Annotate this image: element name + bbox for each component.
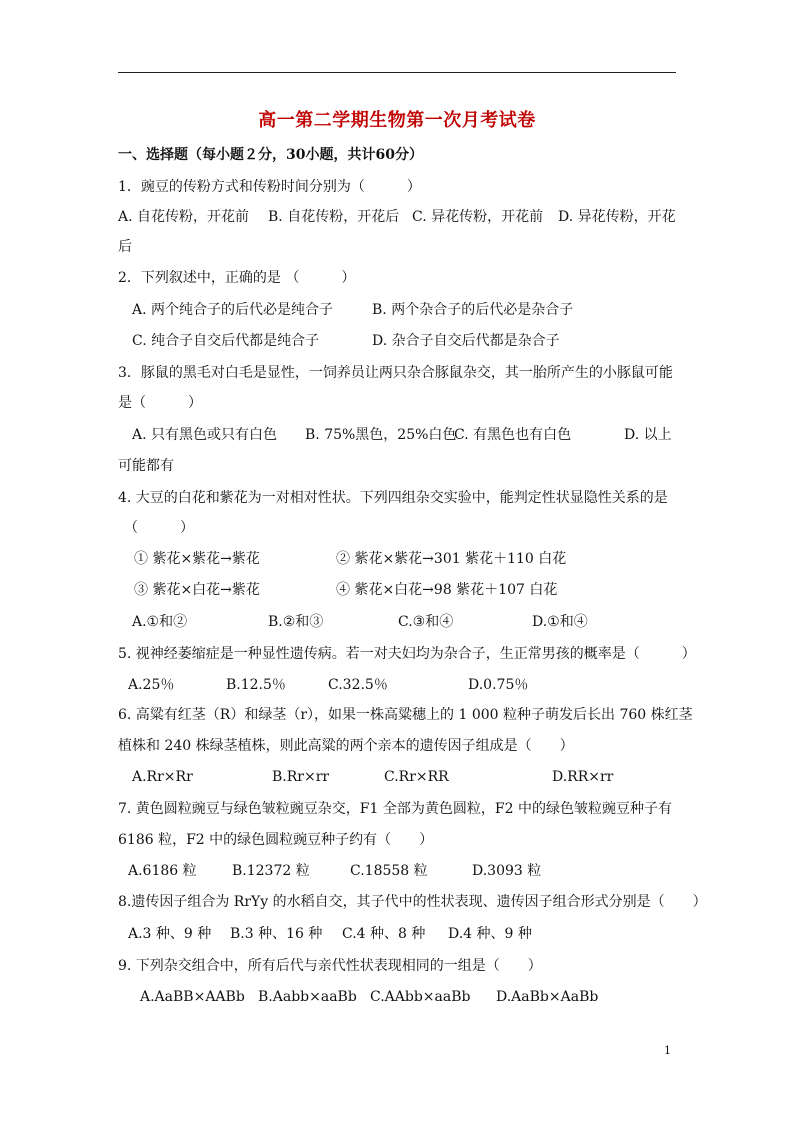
- q6-option-a: A.Rr×Rr: [132, 769, 193, 785]
- q7-option-c: C.18558 粒: [350, 863, 428, 879]
- q9-option-b: B.Aabb×aaBb: [258, 989, 357, 1005]
- q1-option-c: C. 异花传粉，开花前: [412, 209, 544, 225]
- q4-experiment-4: ④ 紫花×白花→98 紫花＋107 白花: [336, 582, 558, 598]
- q7-stem-line2: 6186 粒，F2 中的绿色圆粒豌豆种子约有（ ）: [118, 832, 434, 848]
- q4-stem-line1: 4. 大豆的白花和紫花为一对相对性状。下列四组杂交实验中，能判定性状显隐性关系的是: [118, 490, 668, 506]
- q1-option-a: A. 自花传粉，开花前: [118, 209, 250, 225]
- header-rule: [118, 72, 676, 73]
- q6-option-d: D.RR×rr: [552, 769, 614, 785]
- q4-option-b: B.②和③: [268, 614, 324, 630]
- q7-option-d: D.3093 粒: [472, 863, 542, 879]
- q4-option-c: C.③和④: [398, 614, 454, 630]
- q3-option-c: C. 有黑色也有白色: [454, 427, 572, 443]
- q5-option-d: D.0.75％: [468, 677, 529, 693]
- q4-option-a: A.①和②: [132, 614, 188, 630]
- q8-option-b: B.3 种、16 种: [230, 926, 323, 942]
- q3-option-d: D. 以上: [624, 427, 672, 443]
- page-number: 1: [664, 1044, 671, 1057]
- q4-experiment-1: ① 紫花×紫花→紫花: [134, 551, 260, 567]
- q9-option-d: D.AaBb×AaBb: [496, 989, 599, 1005]
- q5-stem: 5. 视神经萎缩症是一种显性遗传病。若一对夫妇均为杂合子，生正常男孩的概率是（ ）: [118, 646, 696, 662]
- q2-option-c: C. 纯合子自交后代都是纯合子: [132, 333, 320, 349]
- q2-stem: 2．下列叙述中，正确的是 （ ）: [118, 270, 356, 286]
- q5-option-c: C.32.5％: [328, 677, 388, 693]
- q5-option-b: B.12.5％: [226, 677, 286, 693]
- q9-stem: 9. 下列杂交组合中，所有后代与亲代性状表现相同的一组是（ ）: [118, 958, 542, 974]
- q2-option-d: D. 杂合子自交后代都是杂合子: [372, 333, 560, 349]
- q1-stem: 1．豌豆的传粉方式和传粉时间分别为（ ）: [118, 179, 421, 195]
- q9-option-a: A.AaBB×AABb: [140, 989, 245, 1005]
- q8-option-c: C.4 种、8 种: [342, 926, 426, 942]
- q1-option-d: D. 异花传粉，开花: [558, 209, 676, 225]
- q8-option-a: A.3 种、9 种: [128, 926, 212, 942]
- q1-option-d-continued: 后: [118, 239, 132, 255]
- q4-experiment-3: ③ 紫花×白花→紫花: [134, 582, 260, 598]
- q9-option-c: C.AAbb×aaBb: [370, 989, 471, 1005]
- q4-option-d: D.①和④: [532, 614, 588, 630]
- q6-stem-line1: 6. 高粱有红茎（R）和绿茎（r），如果一株高粱穗上的 1 000 粒种子萌发后长出 760 株红茎: [118, 707, 693, 723]
- page-title: 高一第二学期生物第一次月考试卷: [258, 110, 536, 131]
- q6-option-b: B.Rr×rr: [272, 769, 330, 785]
- q5-option-a: A.25％: [128, 677, 175, 693]
- q7-option-b: B.12372 粒: [232, 863, 310, 879]
- q3-stem-line2: 是（ ）: [118, 395, 202, 411]
- q8-stem: 8.遗传因子组合为 RrYy 的水稻自交，其子代中的性状表现、遗传因子组合形式分别是（ ）: [118, 894, 707, 910]
- section-header: 一、选择题（每小题２分，30小题，共计60分）: [118, 147, 423, 163]
- q2-option-a: A. 两个纯合子的后代必是纯合子: [132, 302, 334, 318]
- q8-option-d: D.4 种、9 种: [448, 926, 532, 942]
- q4-experiment-2: ② 紫花×紫花→301 紫花＋110 白花: [336, 551, 567, 567]
- q3-option-a: A. 只有黑色或只有白色: [132, 427, 278, 443]
- q7-option-a: A.6186 粒: [128, 863, 197, 879]
- q7-stem-line1: 7. 黄色圆粒豌豆与绿色皱粒豌豆杂交，F1 全部为黄色圆粒，F2 中的绿色皱粒豌豆种子有: [118, 801, 672, 817]
- q4-stem-line2: （ ）: [124, 520, 194, 536]
- q3-stem-line1: 3．豚鼠的黑毛对白毛是显性，一饲养员让两只杂合豚鼠杂交，其一胎所产生的小豚鼠可能: [118, 365, 673, 381]
- q2-option-b: B. 两个杂合子的后代必是杂合子: [372, 302, 574, 318]
- q6-option-c: C.Rr×RR: [384, 769, 449, 785]
- q1-option-b: B. 自花传粉，开花后: [268, 209, 400, 225]
- q3-option-d-continued: 可能都有: [118, 458, 174, 474]
- q6-stem-line2: 植株和 240 株绿茎植株，则此高粱的两个亲本的遗传因子组成是（ ）: [118, 738, 574, 754]
- q3-option-b: B. 75%黑色，25%白色: [305, 427, 457, 443]
